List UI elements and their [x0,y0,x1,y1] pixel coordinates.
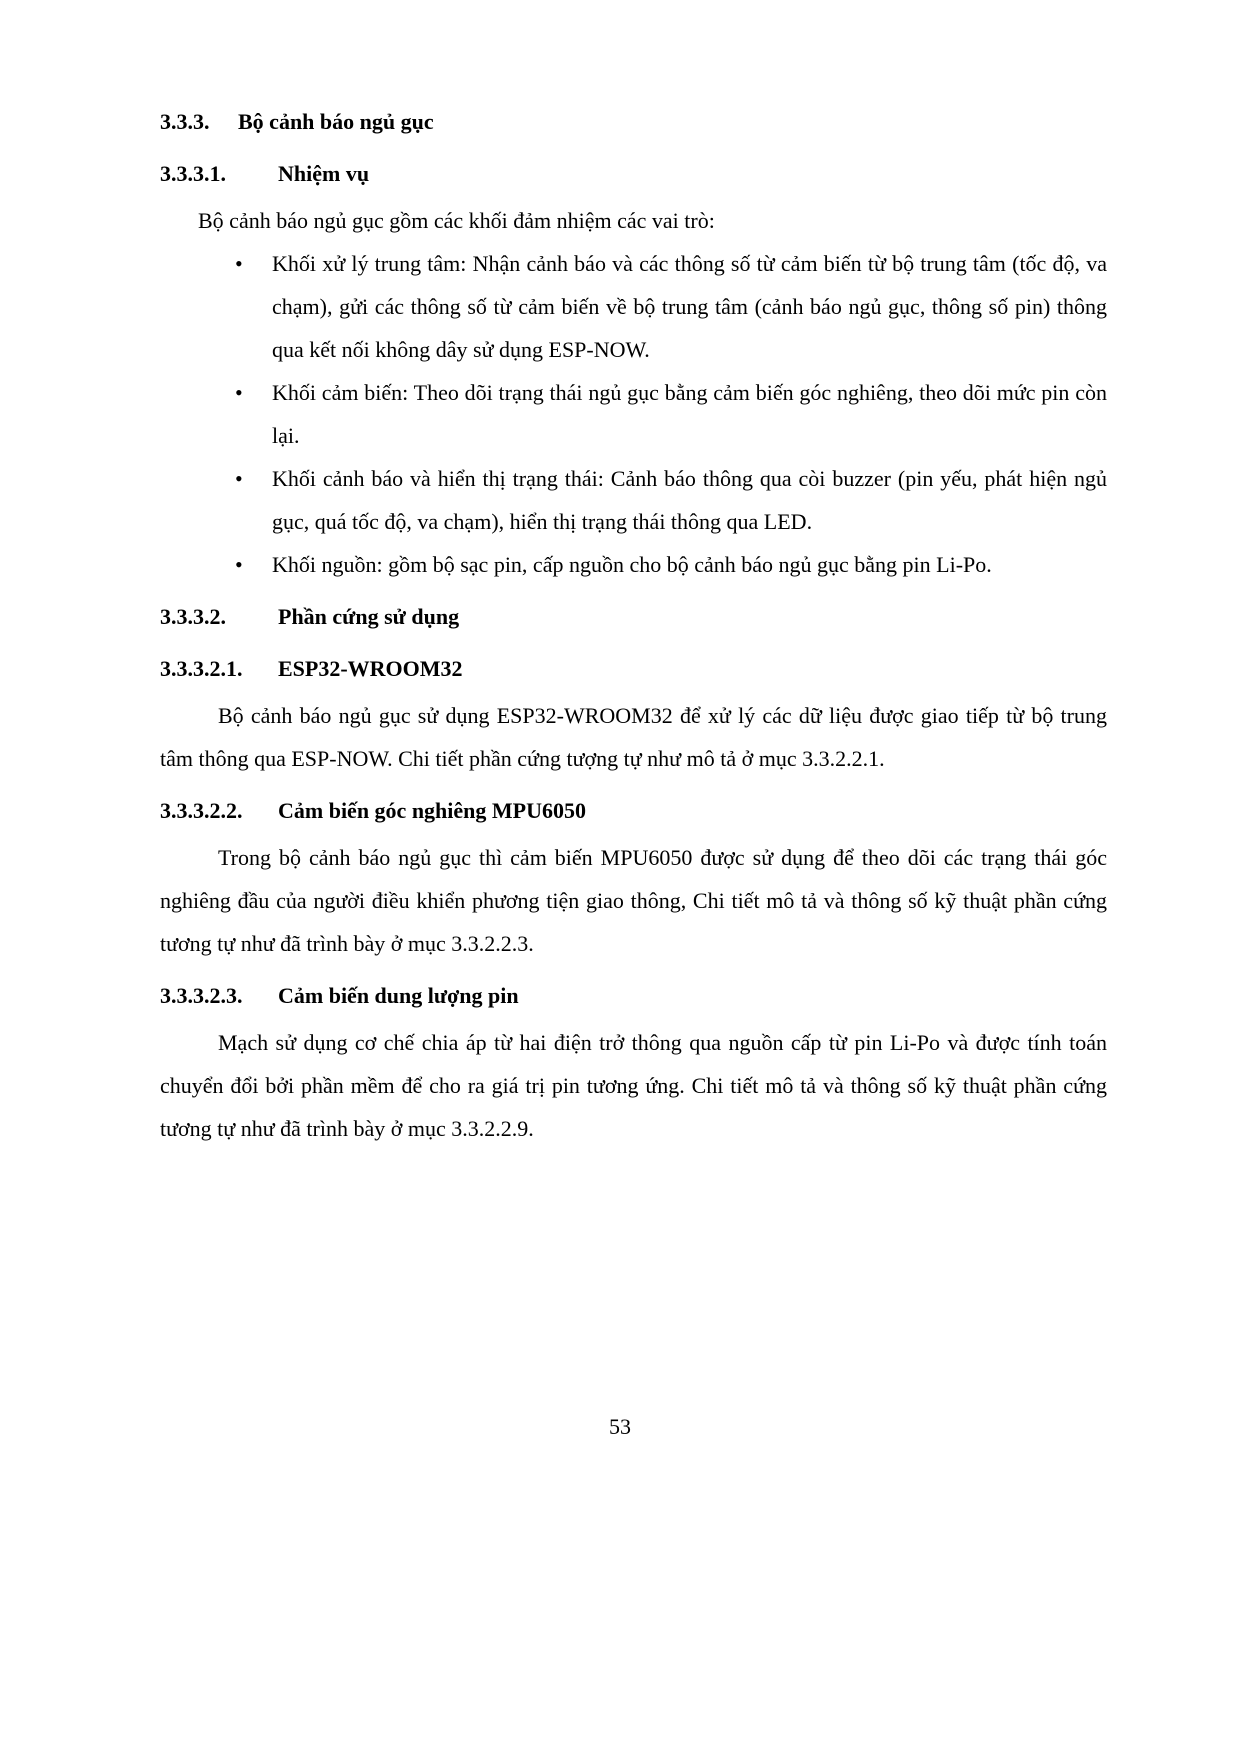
list-item-text: Khối cảm biến: Theo dõi trạng thái ngủ gục bằng cảm biến góc nghiêng, theo dõi mức pin còn lại. [272,380,1107,448]
heading-3-3-3-1 [160,152,1107,195]
paragraph-esp32: Bộ cảnh báo ngủ gục sử dụng ESP32-WROOM32 để xử lý các dữ liệu được giao tiếp từ bộ trung tâm thông qua ESP-NOW. Chi tiết phần cứng tượng tự như mô tả ở mục 3.3.2.2.1. [160,703,1107,771]
list-item [235,457,1107,543]
heading-3-3-3-2-2 [160,789,1107,832]
heading-3-3-3 [160,100,1107,143]
heading-3-3-3-2-3 [160,974,1107,1017]
heading-number: 3.3.3.2. [160,604,226,629]
bullet-icon: • [235,251,243,276]
heading-title: Bộ cảnh báo ngủ gục [238,109,434,134]
page-number: 53 [609,1414,631,1439]
list-item-text: Khối xử lý trung tâm: Nhận cảnh báo và các thông số từ cảm biến từ bộ trung tâm (tốc độ, va chạm), gửi các thông số từ cảm biến về bộ trung tâm (cảnh báo ngủ gục, thông số pin) thông qua kết nối không dây sử dụng ESP-NOW. [272,251,1107,362]
paragraph-mpu6050: Trong bộ cảnh báo ngủ gục thì cảm biến MPU6050 được sử dụng để theo dõi các trạng thái góc nghiêng đầu của người điều khiển phương tiện giao thông, Chi tiết mô tả và thông số kỹ thuật phần cứng tương tự như đã trình bày ở mục 3.3.2.2.3. [160,845,1107,956]
bullet-list [160,242,1107,586]
heading-title: Cảm biến dung lượng pin [278,983,519,1008]
heading-3-3-3-2-1 [160,647,1107,690]
heading-number: 3.3.3.1. [160,161,226,186]
paragraph-intro: Bộ cảnh báo ngủ gục gồm các khối đảm nhiệm các vai trò: [198,208,715,233]
heading-number: 3.3.3.2.2. [160,798,243,823]
list-item [235,371,1107,457]
bullet-icon: • [235,466,243,491]
list-item [235,242,1107,371]
heading-title: Cảm biến góc nghiêng MPU6050 [278,798,586,823]
heading-title: ESP32-WROOM32 [278,656,463,681]
list-item-text: Khối nguồn: gồm bộ sạc pin, cấp nguồn cho bộ cảnh báo ngủ gục bằng pin Li-Po. [272,552,992,577]
heading-title: Nhiệm vụ [278,161,370,186]
list-item [235,543,1107,586]
heading-number: 3.3.3.2.1. [160,656,243,681]
heading-title: Phần cứng sử dụng [278,604,460,629]
paragraph-battery: Mạch sử dụng cơ chế chia áp từ hai điện trở thông qua nguồn cấp từ pin Li-Po và được tính toán chuyển đổi bởi phần mềm để cho ra giá trị pin tương ứng. Chi tiết mô tả và thông số kỹ thuật phần cứng tương tự như đã trình bày ở mục 3.3.2.2.9. [160,1030,1107,1141]
heading-number: 3.3.3.2.3. [160,983,243,1008]
list-item-text: Khối cảnh báo và hiển thị trạng thái: Cảnh báo thông qua còi buzzer (pin yếu, phát hiện ngủ gục, quá tốc độ, va chạm), hiển thị trạng thái thông qua LED. [272,466,1107,534]
heading-3-3-3-2 [160,595,1107,638]
bullet-icon: • [235,380,243,405]
heading-number: 3.3.3. [160,109,210,134]
bullet-icon: • [235,552,243,577]
